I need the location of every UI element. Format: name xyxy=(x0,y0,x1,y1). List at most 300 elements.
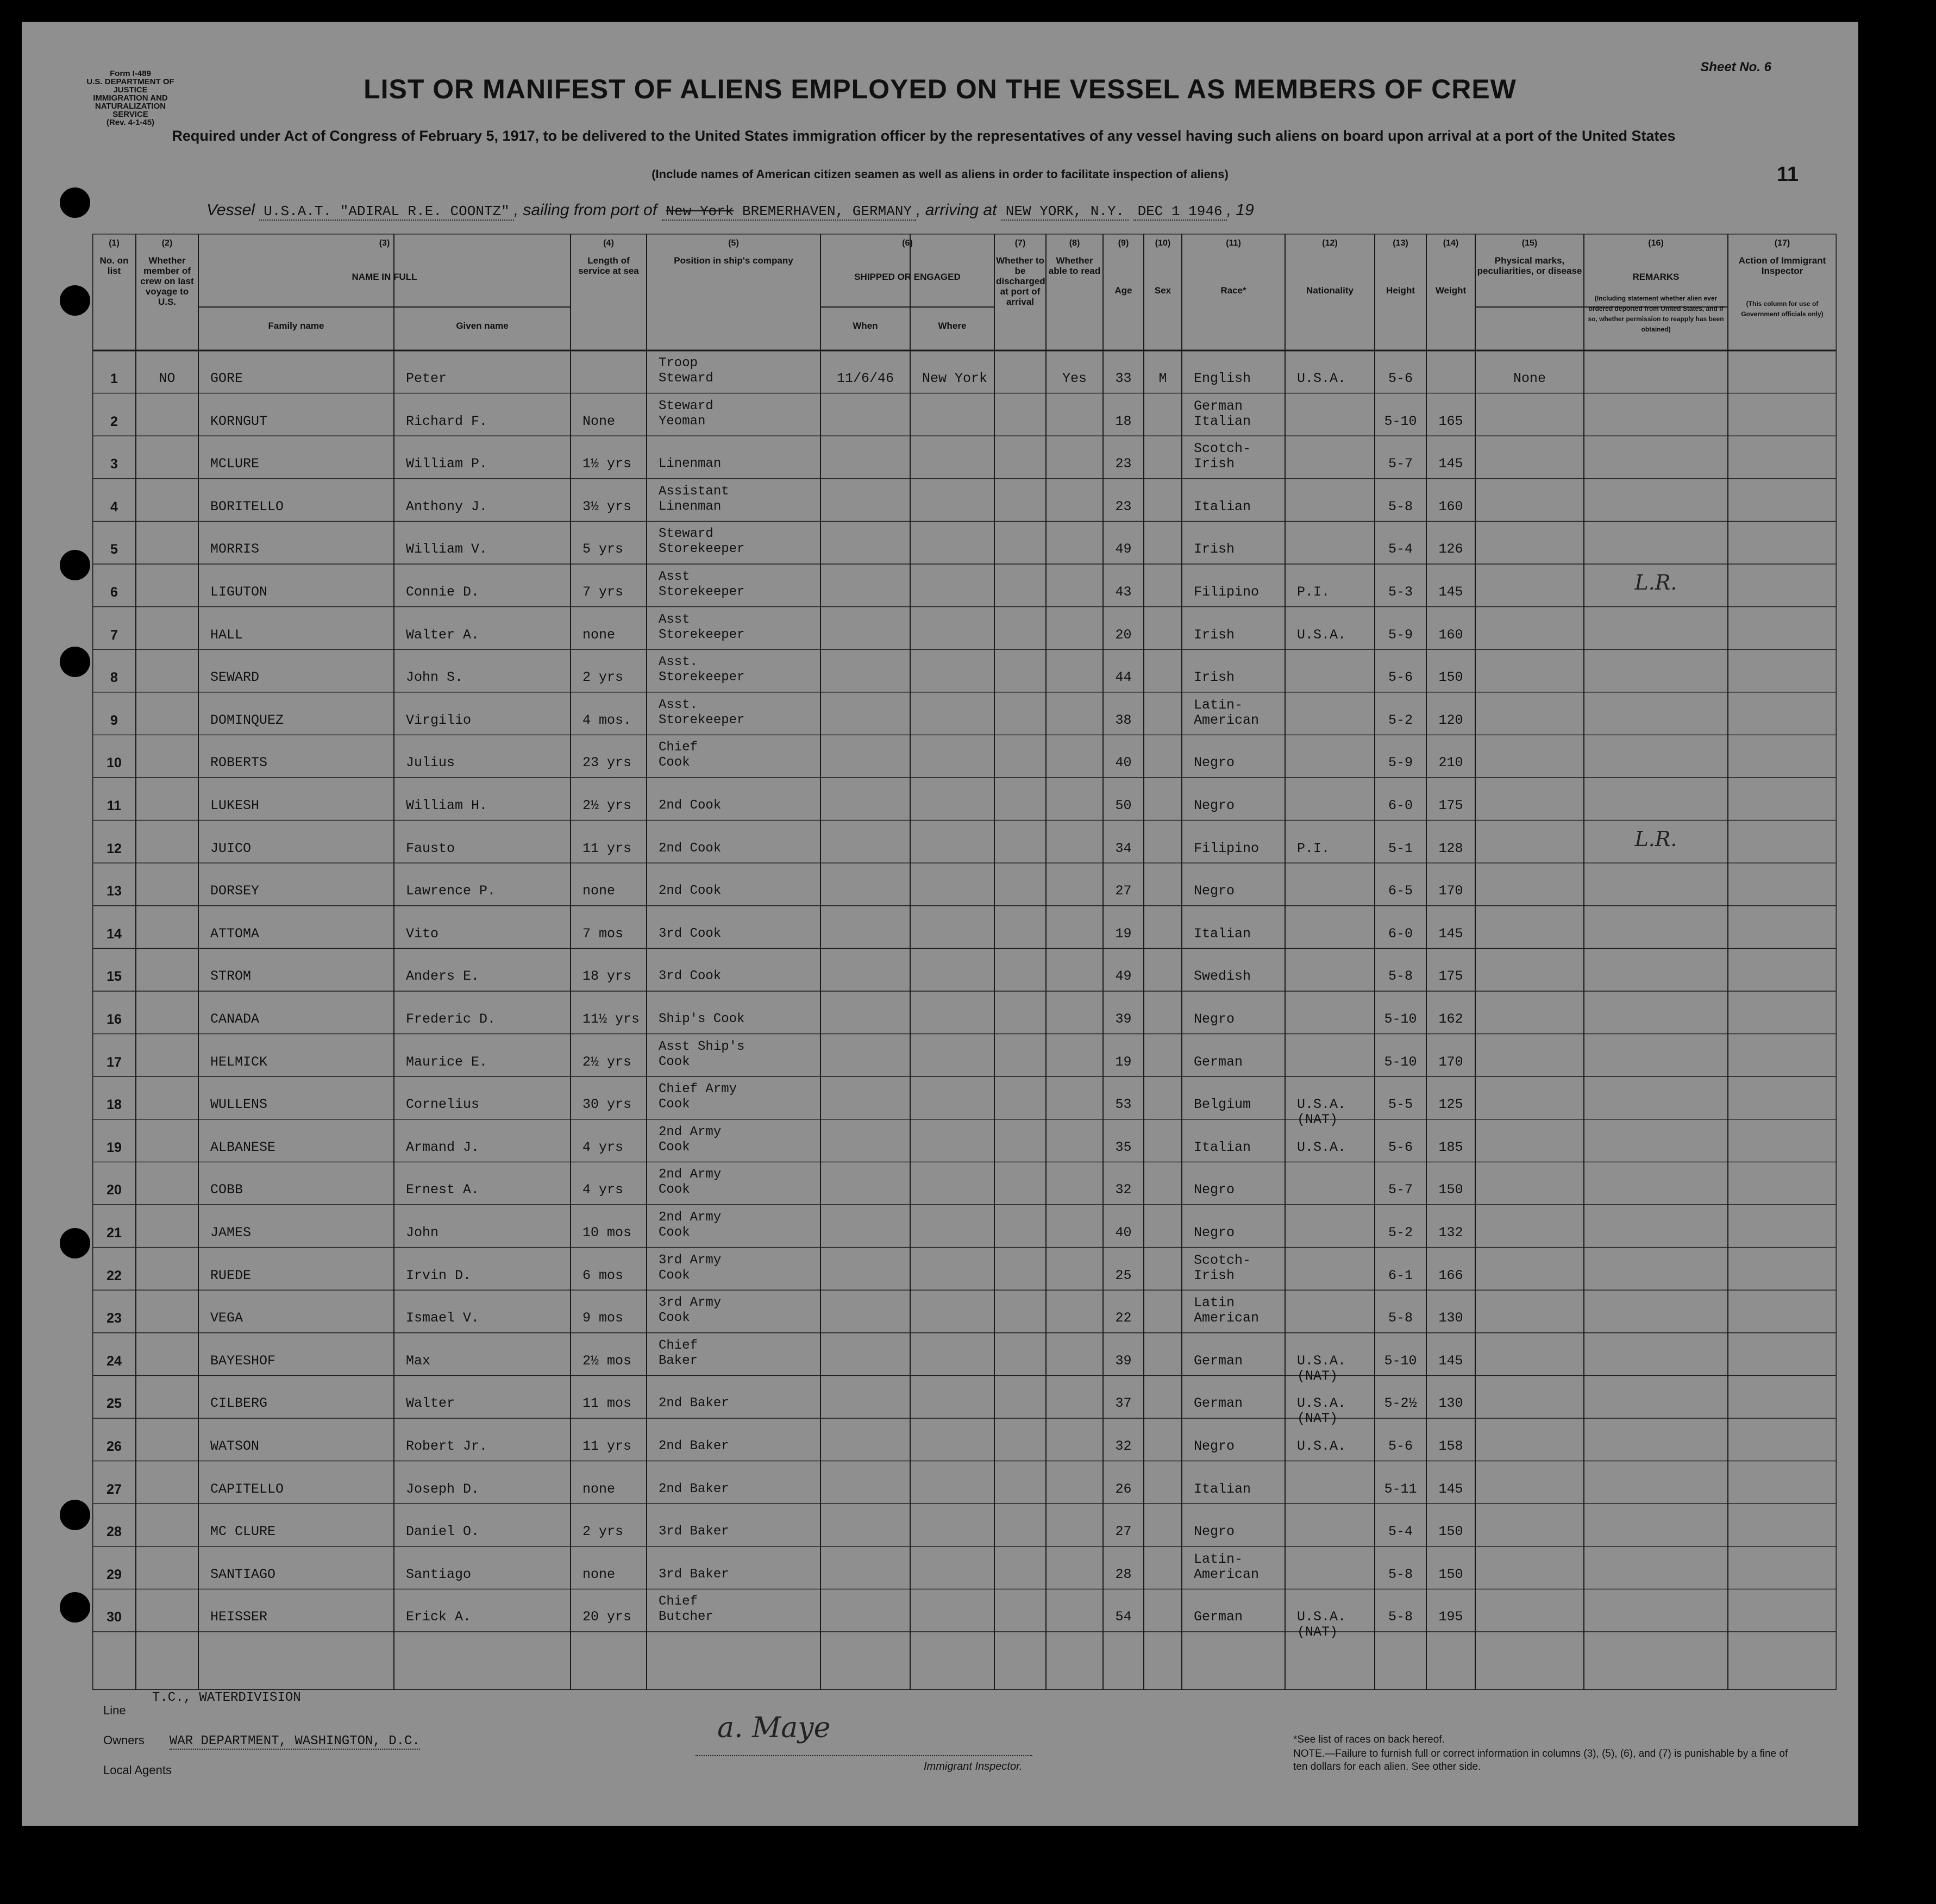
column-number-c11: (11) xyxy=(1226,239,1241,248)
weight: 145 xyxy=(1438,1352,1463,1369)
column-header-c4: Length of service at sea xyxy=(578,255,639,276)
height: 5-9 xyxy=(1388,627,1413,643)
race: Negro xyxy=(1194,798,1235,813)
age: 25 xyxy=(1115,1267,1132,1283)
nationality: U.S.A. xyxy=(1297,371,1346,386)
given-name: Cornelius xyxy=(406,1097,480,1113)
race: Latin- American xyxy=(1194,1551,1260,1582)
ship-position: 2nd Army Cook xyxy=(659,1210,722,1240)
age: 54 xyxy=(1115,1609,1132,1625)
family-name: ATTOMA xyxy=(210,925,260,942)
given-name: Frederic D. xyxy=(406,1011,496,1027)
height: 5-8 xyxy=(1388,498,1413,515)
service-length: None xyxy=(582,413,616,429)
column-header-c11: Race* xyxy=(1220,285,1246,296)
nationality: U.S.A.(NAT) xyxy=(1297,1395,1346,1427)
family-name: CAPITELLO xyxy=(210,1481,284,1497)
nationality: P.I. xyxy=(1297,840,1330,856)
given-name: Walter A. xyxy=(406,627,480,643)
weight: 128 xyxy=(1438,840,1463,856)
age: 28 xyxy=(1115,1566,1132,1582)
ship-position: Asst Storekeeper xyxy=(659,612,745,642)
given-name: Robert Jr. xyxy=(406,1438,488,1454)
column-header-c12: Nationality xyxy=(1306,285,1354,296)
service-length: none xyxy=(582,1481,616,1497)
given-name: Anthony J. xyxy=(406,498,488,515)
column-number-c7: (7) xyxy=(1014,239,1026,248)
ship-position: 2nd Baker xyxy=(659,1396,729,1411)
race: Swedish xyxy=(1194,968,1251,985)
age: 43 xyxy=(1115,584,1132,600)
column-header-c7: Whether to be discharged at port of arrival xyxy=(996,255,1045,307)
service-length: 2 yrs xyxy=(582,1524,624,1540)
race: Irish xyxy=(1194,541,1235,558)
punch-hole xyxy=(60,1500,90,1530)
ship-position: Asst. Storekeeper xyxy=(659,697,745,728)
service-length: 2½ mos xyxy=(582,1352,632,1369)
weight: 175 xyxy=(1438,968,1463,985)
ship-position: 2nd Cook xyxy=(659,884,722,899)
row-number: 16 xyxy=(106,1012,122,1027)
column-number-c5: (5) xyxy=(728,239,739,248)
weight: 145 xyxy=(1438,925,1463,942)
age: 32 xyxy=(1115,1438,1132,1454)
age: 53 xyxy=(1115,1097,1132,1113)
height: 6-5 xyxy=(1388,883,1413,899)
punch-hole xyxy=(60,1592,90,1623)
given-name: Max xyxy=(406,1352,431,1369)
family-name: ALBANESE xyxy=(210,1139,276,1155)
row-number: 7 xyxy=(110,627,118,643)
weight: 126 xyxy=(1438,541,1463,558)
age: 35 xyxy=(1115,1139,1132,1155)
line-value: T.C., WATERDIVISION xyxy=(152,1690,301,1705)
column-header-c14: Weight xyxy=(1435,285,1467,296)
weight: 158 xyxy=(1438,1438,1463,1454)
height: 6-1 xyxy=(1388,1267,1413,1283)
ship-position: 2nd Baker xyxy=(659,1481,729,1496)
given-name: Anders E. xyxy=(406,968,480,985)
race: Negro xyxy=(1194,1011,1235,1027)
family-name: GORE xyxy=(210,371,243,386)
column-number-c9: (9) xyxy=(1118,239,1129,248)
punch-hole xyxy=(60,187,90,218)
weight: 150 xyxy=(1438,1182,1463,1198)
family-name: ROBERTS xyxy=(210,755,268,771)
footer-owners xyxy=(103,1733,420,1749)
nationality: U.S.A.(NAT) xyxy=(1297,1352,1346,1384)
ship-position: 2nd Cook xyxy=(659,841,722,856)
family-name: JAMES xyxy=(210,1225,252,1241)
row-number: 22 xyxy=(106,1268,122,1283)
family-name: WULLENS xyxy=(210,1097,268,1113)
row-number: 17 xyxy=(106,1054,122,1070)
family-name: RUEDE xyxy=(210,1267,252,1283)
ship-position: Asst. Storekeeper xyxy=(659,655,745,685)
race: German xyxy=(1194,1054,1243,1070)
footer-line-value xyxy=(152,1690,301,1705)
height: 5-8 xyxy=(1388,1566,1413,1582)
race: Negro xyxy=(1194,1524,1235,1540)
height: 5-6 xyxy=(1388,371,1413,386)
row-number: 11 xyxy=(106,798,122,813)
form-identifier: Form I-489 U.S. DEPARTMENT OF JUSTICE IMMIGRATION AND NATURALIZATION SERVICE (Rev. 4-1-45) xyxy=(86,69,174,127)
service-length: none xyxy=(582,883,616,899)
age: 49 xyxy=(1115,968,1132,985)
sex: M xyxy=(1158,371,1167,386)
agents-label: Local Agents xyxy=(103,1763,172,1777)
sailing-label: , sailing from port of xyxy=(513,201,657,219)
vessel-name: U.S.A.T. "ADIRAL R.E. COONTZ" xyxy=(259,203,513,221)
ship-position: Troop Steward xyxy=(659,356,713,386)
column-number-c1: (1) xyxy=(109,239,120,248)
given-name: Erick A. xyxy=(406,1609,472,1625)
service-length: 11 yrs xyxy=(582,840,632,856)
year-label: , 19 xyxy=(1226,201,1254,219)
ship-position: 2nd Army Cook xyxy=(659,1124,722,1155)
family-name: BAYESHOF xyxy=(210,1352,276,1369)
column-header-c17: Action of Immigrant Inspector xyxy=(1738,255,1826,276)
nationality: U.S.A.(NAT) xyxy=(1297,1097,1346,1128)
race: Irish xyxy=(1194,627,1235,643)
service-length: 11 yrs xyxy=(582,1438,632,1454)
age: 20 xyxy=(1115,627,1132,643)
service-length: 2½ yrs xyxy=(582,1054,632,1070)
age: 40 xyxy=(1115,1225,1132,1241)
family-name: HEISSER xyxy=(210,1609,268,1625)
weight: 150 xyxy=(1438,669,1463,686)
owners-value: WAR DEPARTMENT, WASHINGTON, D.C. xyxy=(169,1734,420,1749)
service-length: 2 yrs xyxy=(582,669,624,686)
column-header-c8: Whether able to read xyxy=(1048,255,1101,276)
column-header-when: When xyxy=(853,321,878,331)
row-number: 3 xyxy=(110,456,118,472)
table-rules xyxy=(92,234,1837,1690)
service-length: 6 mos xyxy=(582,1267,624,1283)
weight: 125 xyxy=(1438,1097,1463,1113)
weight: 162 xyxy=(1438,1011,1463,1027)
race: Belgium xyxy=(1194,1097,1251,1113)
height: 5-6 xyxy=(1388,669,1413,686)
family-name: HALL xyxy=(210,627,243,643)
race: Scotch- Irish xyxy=(1194,1252,1251,1283)
given-name: Virgilio xyxy=(406,712,472,728)
weight: 150 xyxy=(1438,1566,1463,1582)
service-length: 7 yrs xyxy=(582,584,624,600)
race: German xyxy=(1194,1352,1243,1369)
race: German Italian xyxy=(1194,398,1251,429)
given-name: Joseph D. xyxy=(406,1481,480,1497)
column-header-given-name: Given name xyxy=(456,321,509,331)
height: 6-0 xyxy=(1388,798,1413,813)
weight: 130 xyxy=(1438,1310,1463,1326)
arrival-port: NEW YORK, N.Y. xyxy=(1001,203,1129,221)
weight: 166 xyxy=(1438,1267,1463,1283)
height: 5-7 xyxy=(1388,456,1413,472)
remarks: L.R. xyxy=(1634,571,1677,594)
weight: 170 xyxy=(1438,883,1463,899)
row-number: 1 xyxy=(110,371,118,386)
race: Negro xyxy=(1194,1438,1235,1454)
service-length: 23 yrs xyxy=(582,755,632,771)
age: 40 xyxy=(1115,755,1132,771)
row-number: 21 xyxy=(106,1225,122,1241)
ship-position: 3rd Cook xyxy=(659,926,722,941)
remarks: L.R. xyxy=(1634,826,1677,851)
height: 5-2 xyxy=(1388,712,1413,728)
family-name: CILBERG xyxy=(210,1395,268,1412)
punch-hole xyxy=(60,285,90,316)
ship-position: Steward Storekeeper xyxy=(659,527,745,557)
row-number: 28 xyxy=(106,1524,122,1540)
family-name: HELMICK xyxy=(210,1054,268,1070)
ship-position: 2nd Army Cook xyxy=(659,1167,722,1198)
column-header-c10: Sex xyxy=(1154,285,1171,296)
height: 5-3 xyxy=(1388,584,1413,600)
weight: 165 xyxy=(1438,413,1463,429)
nationality: U.S.A.(NAT) xyxy=(1297,1609,1346,1640)
height: 5-7 xyxy=(1388,1182,1413,1198)
age: 18 xyxy=(1115,413,1132,429)
inspector-signature: a. Maye xyxy=(717,1712,831,1744)
given-name: Maurice E. xyxy=(406,1054,488,1070)
races-note: *See list of races on back hereof. xyxy=(1293,1734,1445,1745)
shipped-where: New York xyxy=(922,371,988,386)
given-name: Richard F. xyxy=(406,413,488,429)
ship-position: Chief Butcher xyxy=(659,1594,713,1625)
age: 32 xyxy=(1115,1182,1132,1198)
column-header-c15: Physical marks, peculiarities, or disease xyxy=(1477,255,1582,276)
service-length: 4 yrs xyxy=(582,1139,624,1155)
punch-hole xyxy=(60,550,90,580)
action-note: (This column for use of Government officials only) xyxy=(1741,300,1824,318)
family-name: SANTIAGO xyxy=(210,1566,276,1582)
row-number: 19 xyxy=(106,1139,122,1155)
age: 39 xyxy=(1115,1352,1132,1369)
service-length: 9 mos xyxy=(582,1310,624,1326)
column-number-c2: (2) xyxy=(161,239,173,248)
given-name: Vito xyxy=(406,925,439,942)
nationality: P.I. xyxy=(1297,584,1330,600)
column-number-c16: (16) xyxy=(1648,239,1664,248)
race: Italian xyxy=(1194,925,1251,942)
inspector-label: Immigrant Inspector. xyxy=(924,1761,1023,1773)
given-name: Peter xyxy=(406,371,447,386)
service-length: 2½ yrs xyxy=(582,798,632,813)
age: 38 xyxy=(1115,712,1132,728)
service-length: 7 mos xyxy=(582,925,624,942)
service-length: 18 yrs xyxy=(582,968,632,985)
column-number-c17: (17) xyxy=(1774,239,1790,248)
weight: 132 xyxy=(1438,1225,1463,1241)
row-number: 10 xyxy=(106,755,122,771)
race: Filipino xyxy=(1194,840,1260,856)
column-number-c10: (10) xyxy=(1155,239,1171,248)
crew-table xyxy=(92,234,1837,1690)
row-number: 14 xyxy=(106,926,122,942)
row-number: 13 xyxy=(106,884,122,899)
weight: 145 xyxy=(1438,1481,1463,1497)
given-name: Ernest A. xyxy=(406,1182,480,1198)
ship-position: 3rd Baker xyxy=(659,1567,729,1582)
row-number: 8 xyxy=(110,670,118,686)
age: 33 xyxy=(1115,371,1132,386)
service-length: 3½ yrs xyxy=(582,498,632,515)
given-name: Connie D. xyxy=(406,584,480,600)
height: 5-2½ xyxy=(1384,1395,1417,1412)
arriving-label: , arriving at xyxy=(916,201,997,219)
service-length: 4 yrs xyxy=(582,1182,624,1198)
service-length: 1½ yrs xyxy=(582,456,632,472)
crew-last-voyage: NO xyxy=(159,371,176,386)
race: Italian xyxy=(1194,1481,1251,1497)
row-number: 27 xyxy=(106,1481,122,1497)
row-number: 2 xyxy=(110,414,118,429)
vessel-label: Vessel xyxy=(206,201,255,219)
height: 5-8 xyxy=(1388,1310,1413,1326)
given-name: Lawrence P. xyxy=(406,883,496,899)
age: 26 xyxy=(1115,1481,1132,1497)
nationality: U.S.A. xyxy=(1297,627,1346,643)
given-name: Santiago xyxy=(406,1566,472,1582)
port-name: BREMERHAVEN, GERMANY xyxy=(742,203,912,220)
family-name: COBB xyxy=(210,1182,243,1198)
ship-position: Asst Ship's Cook xyxy=(659,1039,745,1069)
age: 23 xyxy=(1115,456,1132,472)
height: 5-8 xyxy=(1388,968,1413,985)
height: 5-5 xyxy=(1388,1097,1413,1113)
vessel-line xyxy=(206,201,1728,220)
family-name: DORSEY xyxy=(210,883,260,899)
column-header-where: Where xyxy=(938,321,967,331)
ship-position: Chief Cook xyxy=(659,740,698,771)
given-name: Fausto xyxy=(406,840,455,856)
family-name: WATSON xyxy=(210,1438,260,1454)
family-name: LUKESH xyxy=(210,798,260,813)
family-name: JUICO xyxy=(210,840,252,856)
punch-hole xyxy=(60,647,90,677)
family-name: BORITELLO xyxy=(210,498,284,515)
row-number: 26 xyxy=(106,1439,122,1454)
column-header-c1: No. on list xyxy=(99,255,129,276)
given-name: Julius xyxy=(406,755,455,771)
race: Negro xyxy=(1194,883,1235,899)
weight: 210 xyxy=(1438,755,1463,771)
document-subtitle: Required under Act of Congress of February 5, 1917, to be delivered to the United States immigration officer by the representatives of any vessel having such aliens on board upon arrival at a port of the United States xyxy=(172,128,1676,144)
race: Negro xyxy=(1194,755,1235,771)
age: 49 xyxy=(1115,541,1132,558)
family-name: MORRIS xyxy=(210,541,260,558)
race: Negro xyxy=(1194,1225,1235,1241)
row-number: 20 xyxy=(106,1182,122,1198)
column-number-c12: (12) xyxy=(1322,239,1338,248)
age: 27 xyxy=(1115,1524,1132,1540)
column-number-c8: (8) xyxy=(1069,239,1080,248)
row-number: 15 xyxy=(106,969,122,985)
race: Irish xyxy=(1194,669,1235,686)
height: 5-6 xyxy=(1388,1139,1413,1155)
manifest-sheet xyxy=(22,22,1858,1826)
ship-position: 2nd Baker xyxy=(659,1439,729,1454)
race: Negro xyxy=(1194,1182,1235,1198)
weight: 130 xyxy=(1438,1395,1463,1412)
service-length: 10 mos xyxy=(582,1225,632,1241)
given-name: William P. xyxy=(406,456,488,472)
ship-position: Linenman xyxy=(659,456,722,472)
height: 5-10 xyxy=(1384,1054,1417,1070)
penalty-note: NOTE.—Failure to furnish full or correct information in columns (3), (5), (6), and (7) is punishable by a fine of ten dollars for each alien. See other side. xyxy=(1293,1748,1788,1773)
nationality: U.S.A. xyxy=(1297,1438,1346,1454)
weight: 195 xyxy=(1438,1609,1463,1625)
family-name: STROM xyxy=(210,968,252,985)
height: 5-9 xyxy=(1388,755,1413,771)
race: Italian xyxy=(1194,498,1251,515)
struck-port: New York xyxy=(666,203,734,220)
height: 5-2 xyxy=(1388,1225,1413,1241)
weight: 120 xyxy=(1438,712,1463,728)
given-name: Irvin D. xyxy=(406,1267,472,1283)
height: 5-11 xyxy=(1384,1481,1417,1497)
given-name: Walter xyxy=(406,1395,455,1412)
row-number: 5 xyxy=(110,542,118,558)
weight: 160 xyxy=(1438,627,1463,643)
ship-position: Chief Army Cook xyxy=(659,1082,737,1112)
row-number: 9 xyxy=(110,712,118,728)
given-name: Daniel O. xyxy=(406,1524,480,1540)
row-number: 12 xyxy=(106,841,122,856)
family-name: MC CLURE xyxy=(210,1524,276,1540)
age: 27 xyxy=(1115,883,1132,899)
row-number: 29 xyxy=(106,1567,122,1582)
given-name: Ismael V. xyxy=(406,1310,480,1326)
departure-port xyxy=(662,203,917,221)
given-name: William V. xyxy=(406,541,488,558)
family-name: MCLURE xyxy=(210,456,260,472)
row-number: 6 xyxy=(110,585,118,600)
page-number: 11 xyxy=(1776,163,1799,186)
nationality: U.S.A. xyxy=(1297,1139,1346,1155)
height: 5-10 xyxy=(1384,1011,1417,1027)
age: 39 xyxy=(1115,1011,1132,1027)
service-length: 20 yrs xyxy=(582,1609,632,1625)
column-header-c6: SHIPPED OR ENGAGED xyxy=(854,272,961,282)
row-number: 23 xyxy=(106,1311,122,1326)
service-length: none xyxy=(582,1566,616,1582)
race: English xyxy=(1194,371,1251,386)
punch-hole xyxy=(60,1228,90,1258)
document-title: LIST OR MANIFEST OF ALIENS EMPLOYED ON THE VESSEL AS MEMBERS OF CREW xyxy=(364,74,1517,104)
weight: 175 xyxy=(1438,798,1463,813)
ship-position: Ship's Cook xyxy=(659,1012,745,1026)
race: Latin- American xyxy=(1194,697,1260,728)
remarks-note: (Including statement whether alien ever ordered deported from United States, and if so, whether permission to reapply has been obtained) xyxy=(1588,295,1724,333)
height: 5-4 xyxy=(1388,1524,1413,1540)
race: Filipino xyxy=(1194,584,1260,600)
column-header-c3: NAME IN FULL xyxy=(352,272,417,282)
family-name: VEGA xyxy=(210,1310,243,1326)
height: 5-10 xyxy=(1384,413,1417,429)
shipped-when: 11/6/46 xyxy=(836,371,894,386)
column-number-c4: (4) xyxy=(603,239,614,248)
height: 5-4 xyxy=(1388,541,1413,558)
column-number-c13: (13) xyxy=(1393,239,1408,248)
ship-position: 3rd Army Cook xyxy=(659,1252,722,1283)
service-length: 5 yrs xyxy=(582,541,624,558)
column-number-c15: (15) xyxy=(1521,239,1538,248)
height: 5-6 xyxy=(1388,1438,1413,1454)
ship-position: Assistant Linenman xyxy=(659,484,729,514)
service-length: 11½ yrs xyxy=(582,1011,640,1027)
